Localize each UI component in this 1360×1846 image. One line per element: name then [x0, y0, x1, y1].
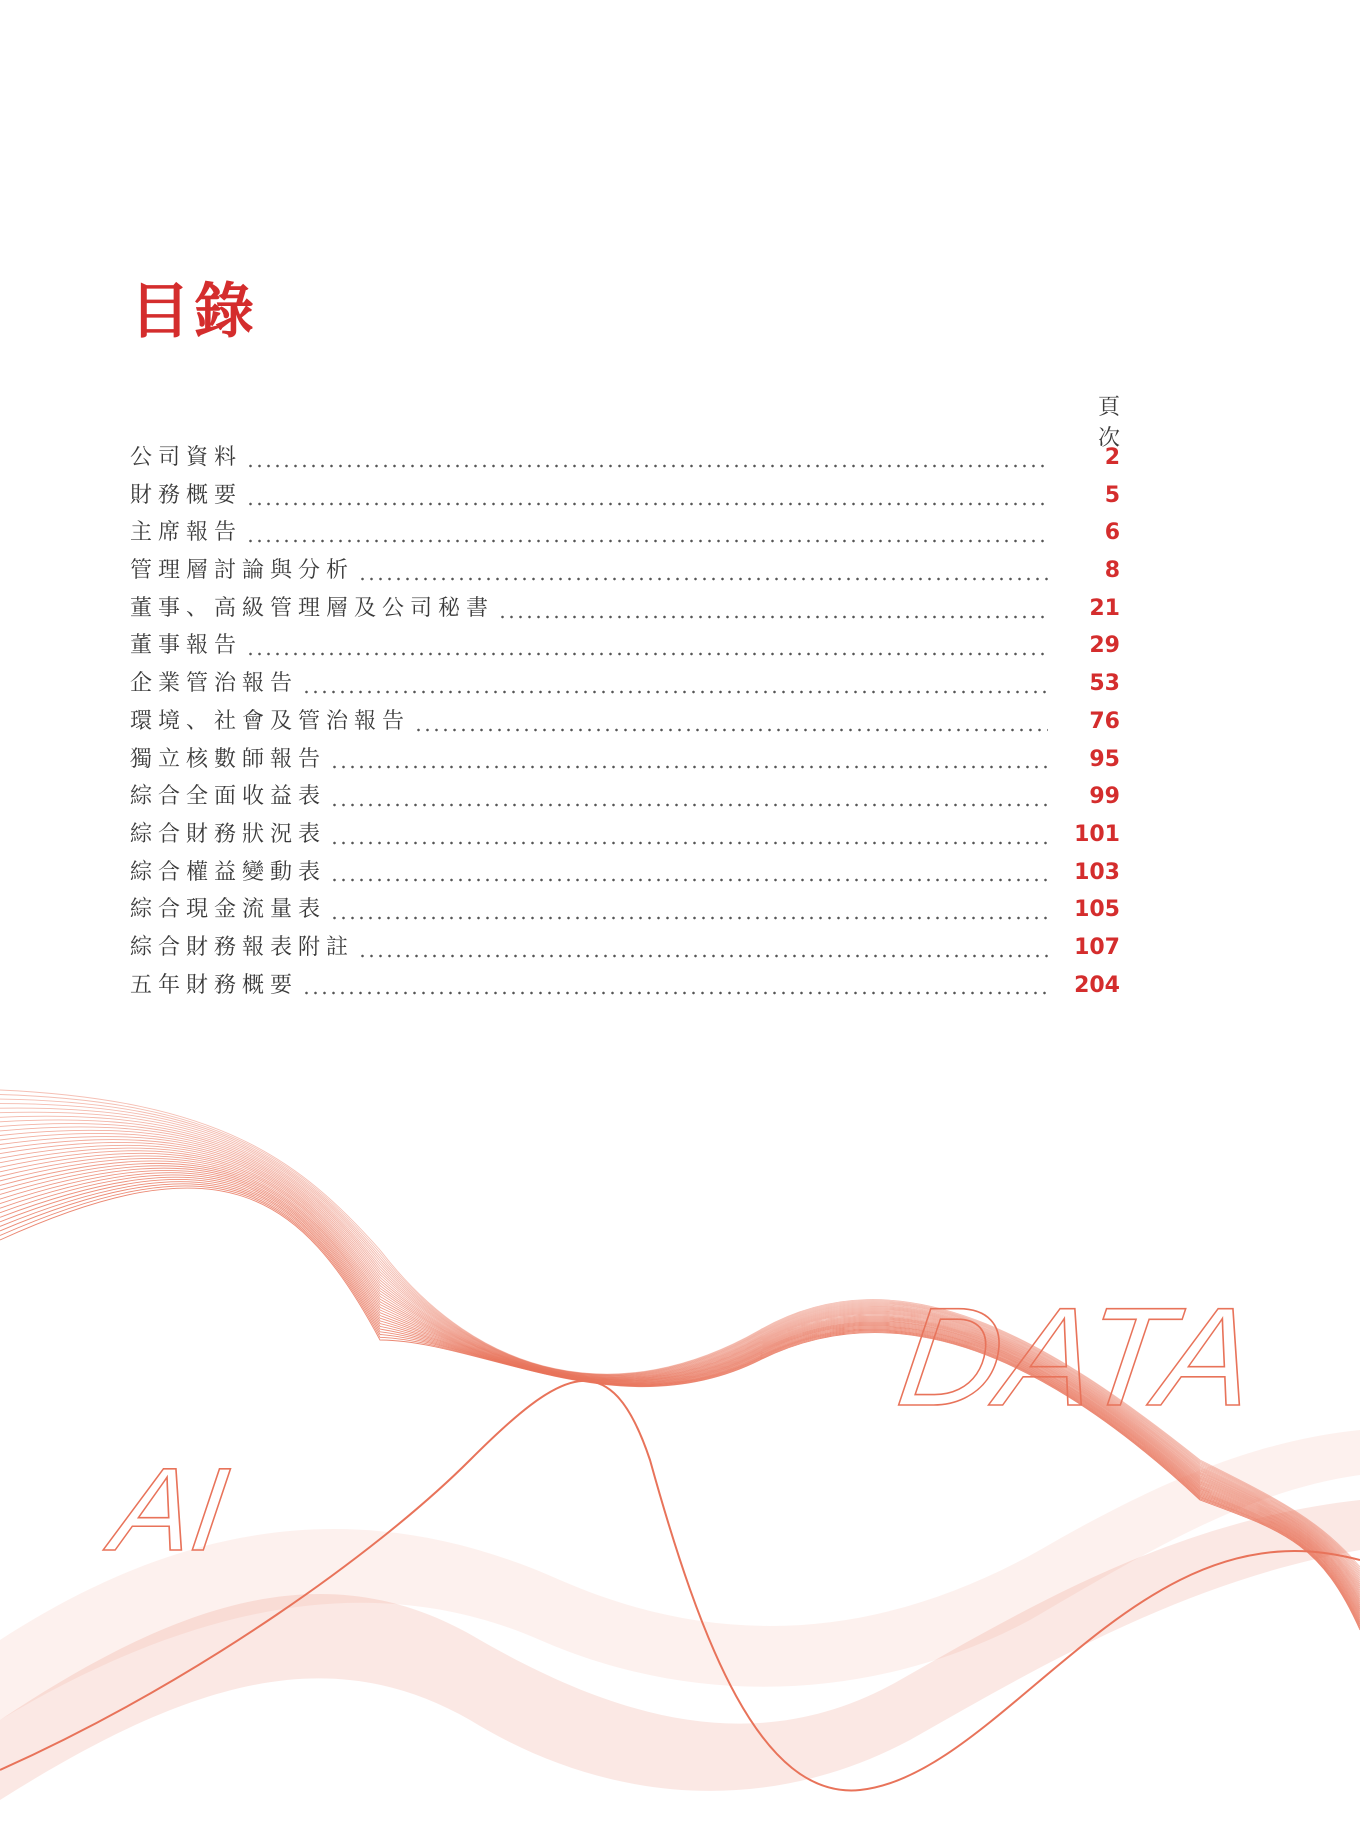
- data-outline-word: DATA: [890, 1278, 1265, 1435]
- toc-entry[interactable]: [130, 515, 1120, 553]
- toc-dot-leader: [246, 464, 1048, 468]
- toc-entry[interactable]: [130, 628, 1120, 666]
- toc-entry-page-number[interactable]: 5: [1104, 482, 1120, 508]
- toc-entry-label[interactable]: 董事、高級管理層及公司秘書: [130, 595, 495, 621]
- toc-entry-page-number[interactable]: 107: [1074, 934, 1120, 960]
- toc-entry-label[interactable]: 主席報告: [130, 520, 243, 546]
- toc-dot-leader: [358, 954, 1048, 958]
- toc-entry-label[interactable]: 管理層討論與分析: [130, 558, 355, 584]
- toc-entry[interactable]: [130, 666, 1120, 704]
- toc-entry-page-number[interactable]: 21: [1089, 595, 1120, 621]
- toc-dot-leader: [330, 878, 1048, 882]
- toc-entry-page-number[interactable]: 53: [1089, 671, 1120, 697]
- toc-entry[interactable]: [130, 440, 1120, 478]
- toc-entry-label[interactable]: 綜合權益變動表: [130, 859, 327, 885]
- toc-dot-leader: [414, 728, 1048, 732]
- toc-entry-page-number[interactable]: 8: [1104, 558, 1120, 584]
- toc-entry-page-number[interactable]: 101: [1074, 821, 1120, 847]
- toc-dot-leader: [330, 841, 1048, 845]
- page-number-column-header: 頁次: [1097, 395, 1124, 451]
- toc-dot-leader: [498, 615, 1048, 619]
- toc-entry-label[interactable]: 公司資料: [130, 445, 243, 470]
- toc-entry-label[interactable]: 綜合財務狀況表: [130, 821, 327, 847]
- toc-entry[interactable]: [130, 478, 1120, 516]
- toc-entry-page-number[interactable]: 99: [1089, 784, 1120, 810]
- toc-entry[interactable]: [130, 817, 1120, 855]
- toc-entry-page-number[interactable]: 29: [1089, 633, 1120, 659]
- toc-entry[interactable]: [130, 779, 1120, 817]
- toc-dot-leader: [246, 502, 1048, 506]
- toc-entry-page-number[interactable]: 105: [1074, 897, 1120, 923]
- page-title: 目錄: [130, 277, 258, 347]
- toc-entry-page-number[interactable]: 103: [1074, 859, 1120, 885]
- toc-entry-label[interactable]: 綜合現金流量表: [130, 897, 327, 923]
- toc-entry[interactable]: [130, 742, 1120, 780]
- toc-entry-label[interactable]: 獨立核數師報告: [130, 746, 327, 772]
- toc-dot-leader: [246, 539, 1048, 543]
- toc-entry-label[interactable]: 環境、社會及管治報告: [130, 708, 411, 734]
- toc-entry-label[interactable]: 綜合全面收益表: [130, 784, 327, 810]
- toc-dot-leader: [330, 765, 1048, 769]
- toc-entry[interactable]: [130, 591, 1120, 629]
- toc-entry[interactable]: [130, 704, 1120, 742]
- toc-entry-label[interactable]: 五年財務概要: [130, 972, 299, 998]
- toc-entry-page-number[interactable]: 76: [1089, 708, 1120, 734]
- toc-entry-page-number[interactable]: 204: [1074, 972, 1120, 998]
- toc-entry[interactable]: [130, 553, 1120, 591]
- toc-dot-leader: [246, 652, 1048, 656]
- toc-entry-label[interactable]: 企業管治報告: [130, 671, 299, 697]
- wave-decoration: [0, 1080, 1360, 1846]
- table-of-contents: [130, 440, 1120, 1005]
- toc-entry-label[interactable]: 董事報告: [130, 633, 243, 659]
- toc-entry-label[interactable]: 財務概要: [130, 482, 243, 508]
- toc-entry[interactable]: [130, 930, 1120, 968]
- toc-dot-leader: [302, 991, 1048, 995]
- toc-dot-leader: [330, 916, 1048, 920]
- toc-entry-page-number[interactable]: 2: [1104, 445, 1120, 470]
- toc-entry[interactable]: [130, 892, 1120, 930]
- toc-entry-page-number[interactable]: 6: [1104, 520, 1120, 546]
- toc-dot-leader: [358, 577, 1048, 581]
- toc-entry-label[interactable]: 綜合財務報表附註: [130, 934, 355, 960]
- toc-entry[interactable]: [130, 968, 1120, 1006]
- toc-dot-leader: [302, 690, 1048, 694]
- ai-outline-word: AI: [105, 1444, 236, 1576]
- toc-dot-leader: [330, 803, 1048, 807]
- toc-entry[interactable]: [130, 855, 1120, 893]
- toc-entry-page-number[interactable]: 95: [1089, 746, 1120, 772]
